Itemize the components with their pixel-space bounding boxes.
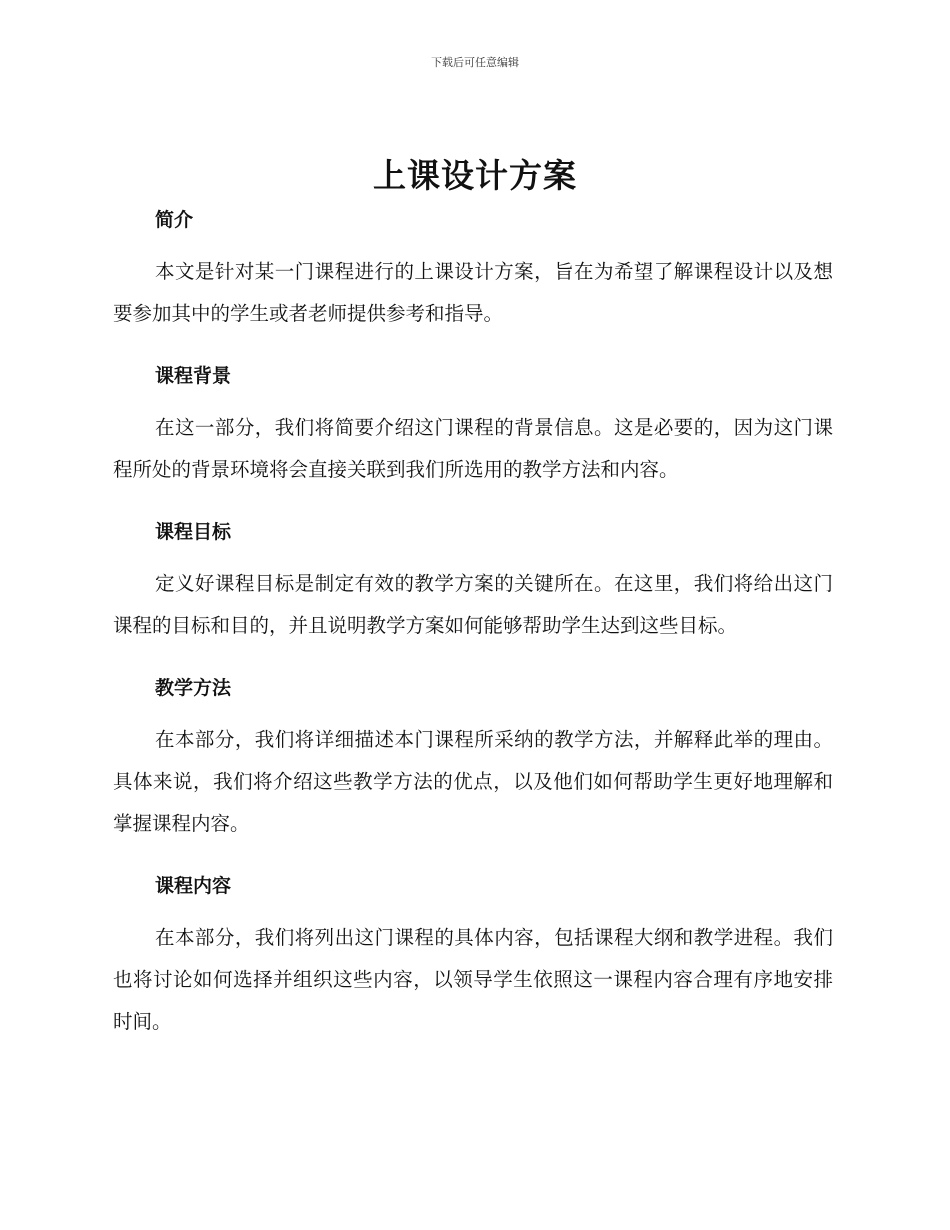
section-heading: 课程内容 bbox=[155, 875, 232, 897]
page-header-note: 下载后可任意编辑 bbox=[431, 56, 519, 69]
section-methods bbox=[113, 675, 833, 845]
section-intro bbox=[113, 207, 833, 335]
section-heading: 教学方法 bbox=[155, 677, 232, 699]
section-heading: 课程背景 bbox=[155, 365, 232, 387]
section-paragraph: 在本部分，我们将列出这门课程的具体内容，包括课程大纲和教学进程。我们也将讨论如何选择并组织这些内容，以领导学生依照这一课程内容合理有序地安排时间。 bbox=[113, 926, 833, 1033]
section-paragraph: 在本部分，我们将详细描述本门课程所采纳的教学方法，并解释此举的理由。具体来说，我们将介绍这些教学方法的优点，以及他们如何帮助学生更好地理解和掌握课程内容。 bbox=[113, 728, 833, 835]
section-heading: 课程目标 bbox=[155, 521, 232, 543]
section-paragraph: 定义好课程目标是制定有效的教学方案的关键所在。在这里，我们将给出这门课程的目标和目的，并且说明教学方案如何能够帮助学生达到这些目标。 bbox=[113, 572, 833, 637]
section-heading: 简介 bbox=[155, 209, 194, 231]
section-content bbox=[113, 873, 833, 1043]
section-paragraph: 在这一部分，我们将简要介绍这门课程的背景信息。这是必要的，因为这门课程所处的背景环境将会直接关联到我们所选用的教学方法和内容。 bbox=[113, 416, 833, 481]
section-background bbox=[113, 363, 833, 491]
document-title: 上课设计方案 bbox=[373, 156, 577, 195]
section-goals bbox=[113, 519, 833, 647]
section-paragraph: 本文是针对某一门课程进行的上课设计方案，旨在为希望了解课程设计以及想要参加其中的学生或者老师提供参考和指导。 bbox=[113, 260, 833, 325]
document-content bbox=[113, 207, 833, 1071]
